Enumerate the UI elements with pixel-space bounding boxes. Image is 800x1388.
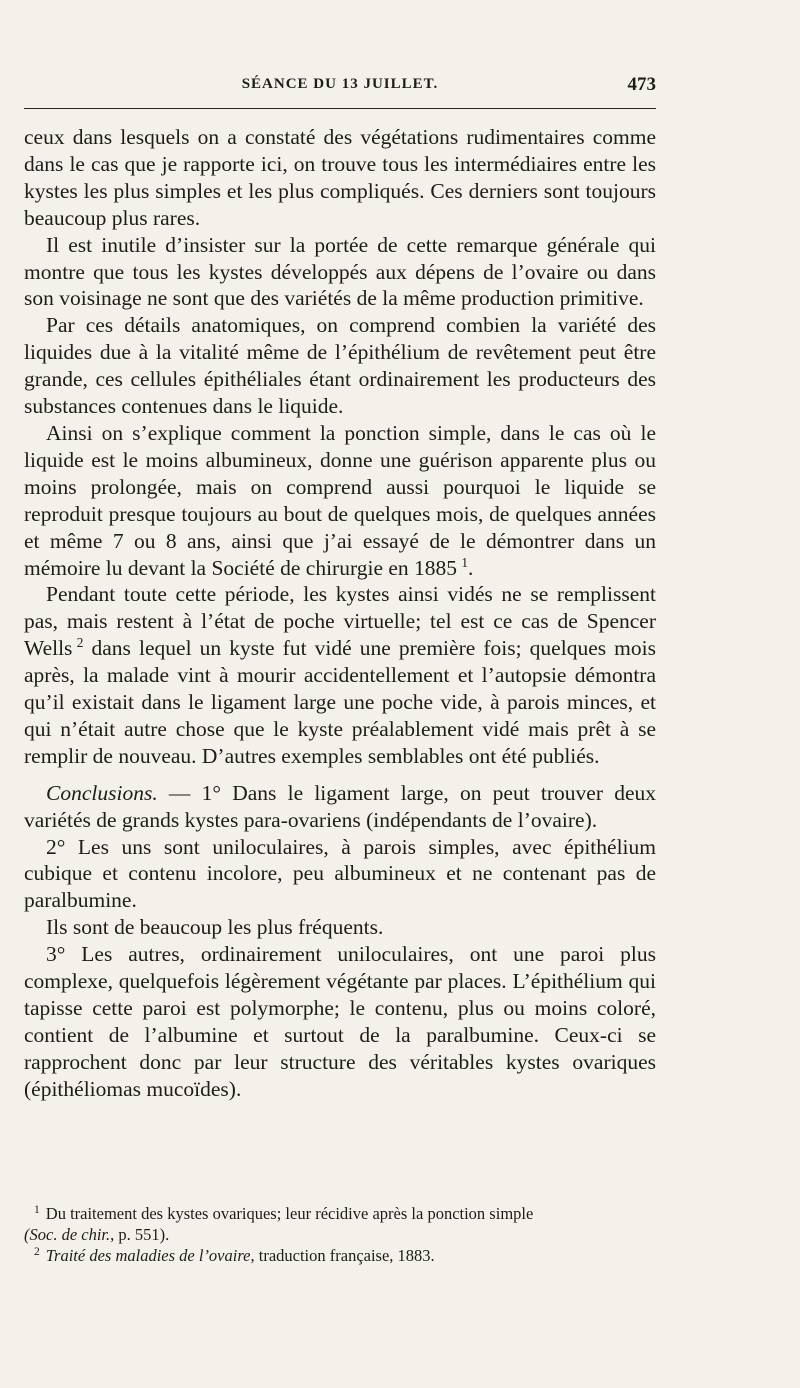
conclusion-1 <box>24 780 656 834</box>
main-text <box>24 124 656 1103</box>
paragraph-4-end: . <box>468 555 474 580</box>
footnotes <box>24 1203 656 1266</box>
paragraph-4-text: Ainsi on s’explique comment la ponction simple, dans le cas où le liquide est le moins albumineux, donne une guérison apparente plus ou moins prolongée, mais on comprend aussi pourquoi le liquide se reproduit presque toujours au bout de quelques mois, de quelques années et même 7 ou 8 ans, ainsi que j’ai essayé de le démontrer dans un mémoire lu devant la Société de chirurgie en 1885 <box>24 420 656 580</box>
conclusion-3: 3° Les autres, ordinairement uniloculaires, ont une paroi plus complexe, quelquefois légèrement végétante par places. L’épithélium qui tapisse cette paroi est polymorphe; le contenu, plus ou moins coloré, contient de l’albumine et surtout de la paralbumine. Ceux-ci se rapprochent donc par leur structure des véritables kystes ovariques (épithéliomas mucoïdes). <box>24 942 656 1101</box>
footnote-2-title: Traité des maladies de l’ovaire <box>45 1246 251 1265</box>
paragraph-5 <box>24 581 656 769</box>
footnote-2-mark: 2 <box>34 1245 40 1258</box>
running-header <box>24 72 656 102</box>
footnote-1-text: Du traitement des kystes ovariques; leur récidive après la ponction simple <box>45 1204 534 1223</box>
page-number: 473 <box>627 74 656 95</box>
header-title: SÉANCE DU 13 JUILLET. <box>241 76 439 92</box>
footnote-1-ref-italic: (Soc. de chir. <box>24 1225 111 1244</box>
footnote-1-ref-rest: , p. 551). <box>110 1225 170 1244</box>
footnote-ref-1: 1 <box>461 554 469 570</box>
paragraph-2: Il est inutile d’insister sur la portée de cette remarque générale qui montre que tous les kystes développés aux dépens de l’ovaire ou dans son voisinage ne sont que des variétés de la même production primitive. <box>24 232 656 311</box>
header-rule <box>24 108 656 109</box>
paragraph-1: ceux dans lesquels on a constaté des végétations rudimentaires comme dans le cas que je rapporte ici, on trouve tous les intermédiaires entre les kystes les plus simples et les plus compliqués. Ces derniers sont toujours beaucoup plus rares. <box>24 125 656 230</box>
footnote-2-rest: , traduction française, 1883. <box>250 1246 435 1265</box>
paragraph-5-text-a: Pendant toute cette période, les kystes ainsi vidés ne se remplissent pas, mais restent à l’état de poche virtuelle; tel est ce cas de Spencer Wells <box>24 582 656 661</box>
paragraph-3: Par ces détails anatomiques, on comprend combien la variété des liquides due à la vitalité même de l’épithélium de revêtement peut être grande, ces cellules épithéliales étant ordinairement les producteurs des substances contenues dans le liquide. <box>24 313 656 419</box>
footnote-ref-2: 2 <box>76 635 84 651</box>
conclusion-2-note: Ils sont de beaucoup les plus fréquents. <box>46 915 384 940</box>
footnote-1-ref <box>24 1224 656 1245</box>
paragraph-5-text-b: dans lequel un kyste fut vidé une première fois; quelques mois après, la malade vint à mourir accidentellement et l’autopsie démontra qu’il existait dans le ligament large une poche vide, à parois minces, et qui n’était autre chose que le kyste préalablement vidé mais prêt à se remplir de nouveau. D’autres exemples semblables ont été publiés. <box>24 636 656 768</box>
footnote-2 <box>24 1245 656 1266</box>
conclusion-2: 2° Les uns sont uniloculaires, à parois simples, avec épithélium cubique et contenu incolore, peu albumineux et ne contenant pas de paralbumine. <box>24 834 656 913</box>
conclusion-1-text: — 1° Dans le ligament large, on peut trouver deux variétés de grands kystes para-ovariens (indépendants de l’ovaire). <box>24 780 656 832</box>
footnote-1-mark: 1 <box>34 1203 40 1216</box>
footnote-1 <box>24 1203 656 1224</box>
paragraph-4 <box>24 420 656 581</box>
conclusions-label: Conclusions. <box>46 780 158 805</box>
